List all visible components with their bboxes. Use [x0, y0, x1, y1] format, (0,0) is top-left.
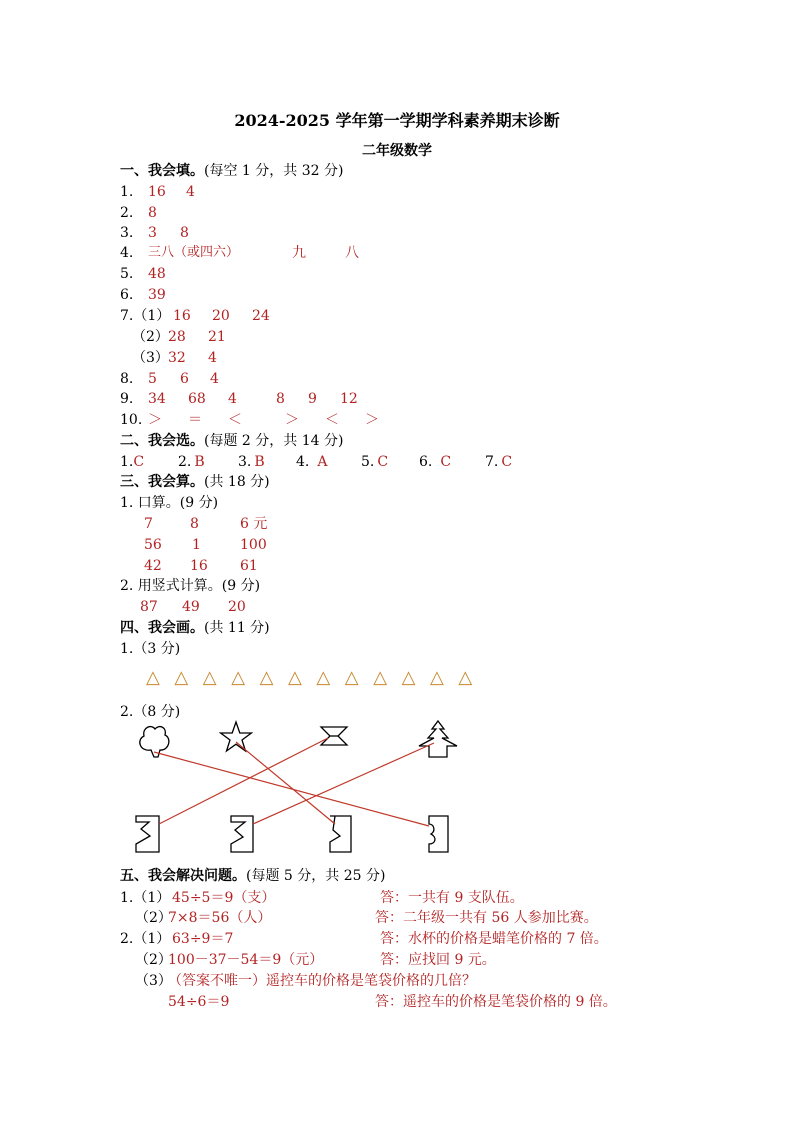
match-line	[253, 743, 434, 824]
triangle-icon: △	[259, 667, 274, 688]
section-note: (共 11 分)	[204, 620, 270, 636]
problem-num: （2）	[135, 952, 172, 968]
choice-answer: A	[317, 454, 328, 470]
oral-answer: 100	[240, 537, 267, 553]
problem-equation: 7×8＝56（人）	[168, 910, 272, 926]
section-note: (共 18 分)	[204, 474, 270, 490]
answer: 8	[180, 225, 189, 241]
section-note: (每题 5 分，共 25 分)	[246, 868, 386, 884]
q10-num: 10.	[120, 412, 143, 428]
problem-answer: 答：水杯的价格是蜡笔价格的 7 倍。	[380, 931, 608, 947]
section-5-header	[120, 867, 385, 885]
section-4-header	[120, 619, 270, 637]
choice-num: 3.	[238, 454, 252, 470]
oral-calc-label: 1. 口算。(9 分)	[120, 495, 219, 511]
problem-answer: 答：遥控车的价格是笔袋价格的 9 倍。	[375, 994, 617, 1010]
answer: ＜	[325, 412, 339, 428]
oral-answer: 1	[192, 537, 201, 553]
problem-answer: 答：二年级一共有 56 人参加比赛。	[375, 910, 598, 926]
answer: 20	[212, 308, 230, 324]
problem-num: 2.（1）	[120, 931, 171, 947]
draw-part2-label: 2.（8 分)	[120, 704, 181, 720]
matching-lines	[154, 738, 434, 826]
puzzle-piece-1-icon	[136, 816, 159, 852]
problem-equation: 45÷5＝9（支）	[172, 890, 276, 906]
section-3-header	[120, 473, 270, 491]
pine-tree-icon	[419, 721, 457, 757]
star-icon	[221, 722, 252, 751]
problem-answer: 答：应找回 9 元。	[380, 952, 496, 968]
triangle-icon: △	[373, 667, 388, 688]
oral-answer: 56	[144, 537, 162, 553]
triangle-icon: △	[401, 667, 416, 688]
q4-num: 4.	[120, 245, 134, 261]
problem-num: （2）	[135, 910, 172, 926]
page-subtitle: 二年级数学	[362, 143, 432, 159]
match-line	[159, 738, 328, 824]
answer: 5	[148, 371, 157, 387]
q7-part3: （3）	[132, 350, 169, 366]
choice-item	[120, 453, 144, 471]
hourglass-icon	[321, 727, 347, 745]
choice-answer: C	[377, 454, 389, 470]
section-heading: 一、我会填。	[120, 163, 204, 179]
choice-item	[485, 453, 512, 471]
q8-num: 8.	[120, 371, 134, 387]
problem-equation: 54÷6＝9	[168, 994, 230, 1010]
answer: 4	[228, 391, 237, 407]
triangle-icon: △	[146, 667, 160, 688]
answer: 4	[210, 371, 219, 387]
problem-num: 1.（1）	[120, 890, 171, 906]
puzzle-piece-2-icon	[231, 816, 253, 852]
answer: 12	[340, 391, 358, 407]
choice-answer: C	[501, 454, 513, 470]
oral-answer: 7	[144, 516, 153, 532]
problem-num: （3）	[135, 973, 172, 989]
choice-num: 5.	[361, 454, 375, 470]
choice-answer: C	[133, 454, 145, 470]
choice-item	[361, 453, 388, 471]
answer: 39	[148, 287, 166, 303]
q9-num: 9.	[120, 391, 134, 407]
answer: 三八（或四六）	[148, 245, 240, 260]
answer: ＞	[365, 412, 379, 428]
q5-num: 5.	[120, 266, 134, 282]
triangle-icon: △	[430, 667, 444, 688]
q6-num: 6.	[120, 287, 134, 303]
choice-answer: B	[254, 454, 265, 470]
section-heading: 五、我会解决问题。	[120, 868, 246, 884]
oral-answer: 61	[240, 558, 258, 574]
triangle-icon: △	[458, 667, 473, 688]
answer: 3	[148, 225, 157, 241]
section-1-header	[120, 162, 343, 180]
answer: 9	[308, 391, 317, 407]
choice-num: 1.	[120, 454, 134, 470]
section-note: (每题 2 分，共 14 分)	[204, 433, 344, 449]
section-heading: 四、我会画。	[120, 620, 204, 636]
answer: 6	[180, 371, 189, 387]
q3-num: 3.	[120, 225, 134, 241]
answer: 28	[168, 329, 186, 345]
section-2-header	[120, 432, 343, 450]
answer: 九	[292, 245, 306, 261]
q1-num: 1.	[120, 184, 134, 200]
problem-answer: 答：一共有 9 支队伍。	[380, 890, 524, 906]
choice-num: 4.	[296, 454, 310, 470]
choice-answer: C	[440, 454, 452, 470]
page-title: 2024-2025 学年第一学期学科素养期末诊断	[234, 111, 560, 130]
puzzle-piece-4-icon	[429, 816, 448, 852]
puzzle-piece-3-icon	[330, 816, 351, 852]
vertical-answer: 87	[140, 599, 158, 615]
answer: ＝	[188, 412, 202, 428]
oral-answer: 16	[190, 558, 208, 574]
choice-num: 2.	[178, 454, 192, 470]
triangle-icon: △	[344, 667, 359, 688]
choice-item	[178, 453, 205, 471]
triangle-icon: △	[202, 667, 217, 688]
answer: 32	[168, 350, 186, 366]
triangle-icon: △	[174, 667, 189, 688]
oral-answer: 42	[144, 558, 162, 574]
answer: 16	[173, 308, 191, 324]
section-heading: 三、我会算。	[120, 474, 204, 490]
vertical-calc-label: 2. 用竖式计算。(9 分)	[120, 578, 261, 594]
answer: 48	[148, 266, 166, 282]
answer: 16	[148, 184, 166, 200]
choice-item	[296, 453, 327, 471]
vertical-answer: 49	[182, 599, 200, 615]
choice-item	[238, 453, 265, 471]
oral-answer: 6 元	[240, 516, 268, 532]
triangle-icon: △	[316, 667, 331, 688]
q7-num: 7.（1）	[120, 308, 171, 324]
triangle-icon: △	[288, 667, 302, 688]
answer: 21	[208, 329, 226, 345]
answer: ＞	[148, 412, 162, 428]
answer: ＜	[228, 412, 242, 428]
answer: ＞	[285, 412, 299, 428]
match-line	[236, 742, 335, 824]
vertical-answer: 20	[228, 599, 246, 615]
answer: 34	[148, 391, 166, 407]
answer: 八	[345, 245, 359, 261]
draw-part1-label: 1.（3 分)	[120, 641, 181, 657]
answer: 4	[186, 184, 195, 200]
answer: 24	[252, 308, 270, 324]
choice-num: 7.	[485, 454, 499, 470]
matching-figure	[125, 716, 465, 861]
q2-num: 2.	[120, 205, 134, 221]
choice-answer: B	[194, 454, 205, 470]
answer: 8	[276, 391, 285, 407]
choice-item	[419, 453, 451, 471]
answer: 4	[208, 350, 217, 366]
problem-question: （答案不唯一）遥控车的价格是笔袋价格的几倍？	[168, 973, 476, 989]
section-heading: 二、我会选。	[120, 433, 204, 449]
problem-equation: 63÷9＝7	[172, 931, 234, 947]
answer: 68	[188, 391, 206, 407]
section-note: (每空 1 分，共 32 分)	[204, 163, 344, 179]
oral-answer: 8	[190, 516, 199, 532]
triangle-icon: △	[231, 667, 246, 688]
answer: 8	[148, 205, 157, 221]
problem-equation: 100－37－54＝9（元）	[168, 952, 324, 968]
choice-num: 6.	[419, 454, 433, 470]
q7-part2: （2）	[132, 329, 169, 345]
